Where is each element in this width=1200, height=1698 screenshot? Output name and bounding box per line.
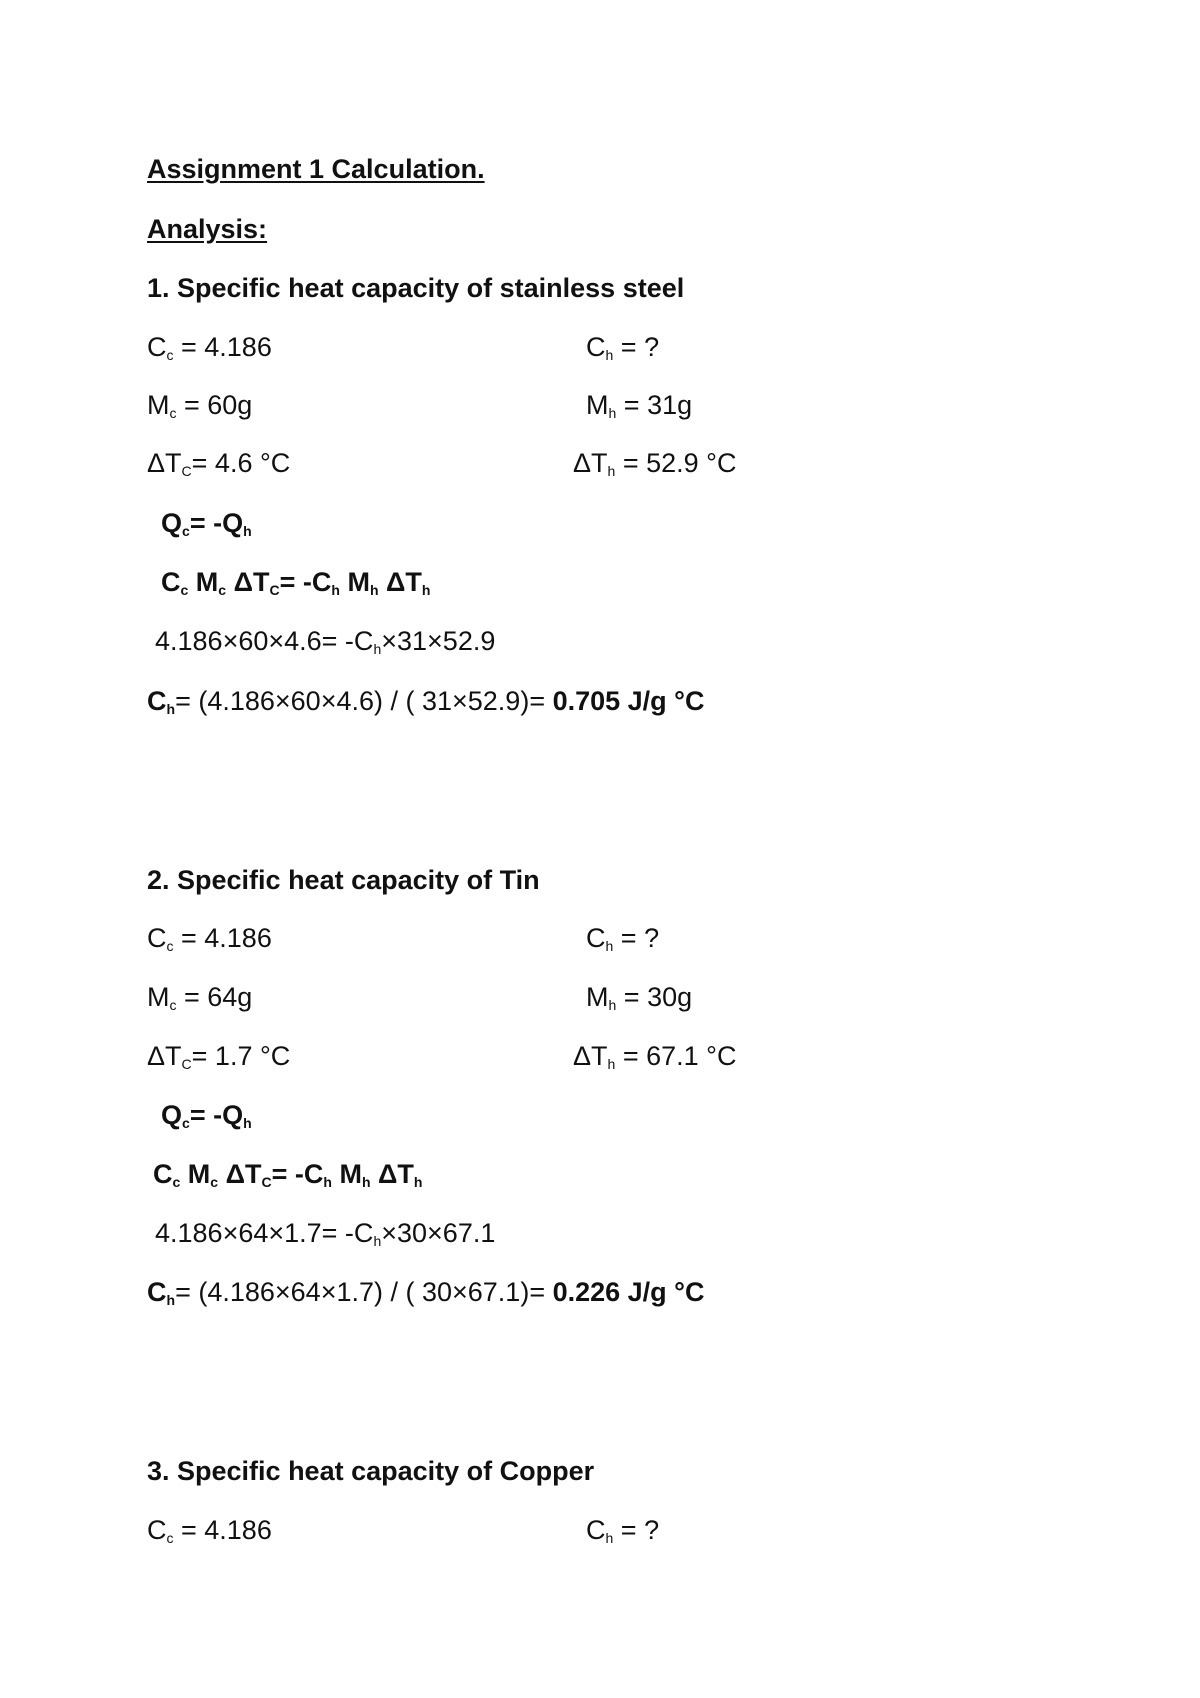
section-1-result-value: 0.705 J/g °C <box>552 686 705 716</box>
document-title: Assignment 1 Calculation. <box>147 154 485 184</box>
section-2-cold-temp-change: $\Delta T_C= 1.7$ °C <box>147 1041 291 1072</box>
section-2-hot-specific-heat: $C_h$ = ? <box>586 923 660 954</box>
section-1-heat-balance: $Q_c= -Q_h$ <box>161 508 252 539</box>
section-2-hot-temp-change: $\Delta T_h = 67.1$ °C <box>573 1041 737 1072</box>
section-1-hot-temp-change: $\Delta T_h = 52.9$ °C <box>573 448 737 479</box>
section-1-cold-temp-change: $\Delta T_C= 4.6$ °C <box>147 448 291 479</box>
section-2-result-value: 0.226 J/g °C <box>552 1277 705 1307</box>
analysis-heading: Analysis: <box>147 214 268 244</box>
section-1-hot-mass: $M_h = 31g$ <box>586 390 693 421</box>
section-2-result: $C_h= (4.186\times 64\times 1.7)$ / ( 30×67.1)= 0.226 J/g °C <box>147 1277 705 1308</box>
section-1-cold-specific-heat: $C_c = 4.186$ <box>147 332 272 363</box>
section-1-cold-mass: $M_c = 60g$ <box>147 390 253 421</box>
section-2-heat-equation: $C_c$ $M_c$ $\Delta T_C= -C_h$ $M_h$ $\Delta T_h$ <box>153 1159 423 1190</box>
section-3-cold-specific-heat: $C_c = 4.186$ <box>147 1515 272 1546</box>
section-2-heat-balance: $Q_c= -Q_h$ <box>161 1100 252 1131</box>
section-1-result: $C_h= (4.186\times 60\times 4.6)$ / ( 31×52.9)= 0.705 J/g °C <box>147 686 705 717</box>
section-1-substitution: $4.186\times 60\times 4.6= -C_h\times 31\times 52.9$ <box>155 626 496 657</box>
section-2-substitution: $4.186\times 64\times 1.7= -C_h\times 30\times 67.1$ <box>155 1218 496 1249</box>
section-3-heading: 3. Specific heat capacity of Copper <box>147 1456 595 1486</box>
section-2-cold-mass: $M_c = 64g$ <box>147 982 253 1013</box>
section-1-heat-equation: $C_c$ $M_c$ $\Delta T_C= -C_h$ $M_h$ $\Delta T_h$ <box>161 567 431 598</box>
section-1-heading: 1. Specific heat capacity of stainless steel <box>147 273 685 303</box>
section-1-hot-specific-heat: $C_h$ = ? <box>586 332 660 363</box>
section-2-hot-mass: $M_h = 30g$ <box>586 982 693 1013</box>
section-3-hot-specific-heat: $C_h$ = ? <box>586 1515 660 1546</box>
section-2-heading: 2. Specific heat capacity of Tin <box>147 865 540 895</box>
section-2-cold-specific-heat: $C_c = 4.186$ <box>147 923 272 954</box>
